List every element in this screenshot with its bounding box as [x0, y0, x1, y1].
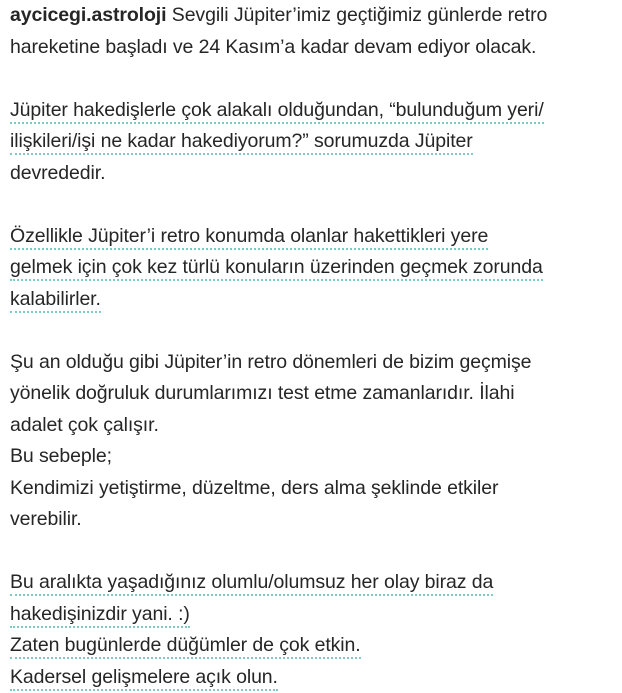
caption-line	[10, 662, 615, 693]
caption-line	[10, 95, 615, 127]
caption-line: Kendimizi yetiştirme, düzeltme, ders alma şeklinde etkiler	[10, 473, 615, 505]
caption-line	[10, 126, 615, 158]
caption-text: Zaten bugünlerde düğümler de çok etkin.	[10, 634, 361, 659]
caption-text: Jüpiter hakedişlerle çok alakalı olduğundan, “bulunduğum yeri/	[10, 99, 544, 124]
paragraph-gap	[10, 63, 615, 95]
caption-text: Kadersel gelişmelere açık olun.	[10, 666, 278, 691]
caption-line	[10, 567, 615, 599]
paragraph-gap	[10, 189, 615, 221]
caption-line	[10, 599, 615, 631]
caption-text: Bu aralıkta yaşadığınız olumlu/olumsuz her olay biraz da	[10, 571, 493, 596]
paragraph-gap	[10, 315, 615, 347]
caption-text: Sevgili Jüpiter’imiz geçtiğimiz günlerde retro	[172, 4, 547, 26]
caption-line: Bu sebeple;	[10, 441, 615, 473]
caption-text: hakedişinizdir yani. :)	[10, 603, 190, 628]
caption-text: ilişkileri/işi ne kadar hakediyorum?” sorumuzda Jüpiter	[10, 130, 473, 155]
username-link[interactable]: aycicegi.astroloji	[10, 4, 166, 26]
post-caption	[10, 0, 615, 693]
caption-line: devrededir.	[10, 158, 615, 190]
caption-line	[10, 0, 615, 32]
caption-line	[10, 252, 615, 284]
caption-text: gelmek için çok kez türlü konuların üzerinden geçmek zorunda	[10, 256, 543, 281]
caption-line: adalet çok çalışır.	[10, 410, 615, 442]
caption-line: yönelik doğruluk durumlarımızı test etme zamanlarıdır. İlahi	[10, 378, 615, 410]
paragraph-gap	[10, 536, 615, 568]
caption-line: Şu an olduğu gibi Jüpiter’in retro dönemleri de bizim geçmişe	[10, 347, 615, 379]
caption-line	[10, 221, 615, 253]
caption-text: kalabilirler.	[10, 288, 101, 313]
caption-text: Özellikle Jüpiter’i retro konumda olanlar hakettikleri yere	[10, 225, 488, 250]
caption-line: verebilir.	[10, 504, 615, 536]
caption-line	[10, 284, 615, 316]
caption-line: hareketine başladı ve 24 Kasım’a kadar devam ediyor olacak.	[10, 32, 615, 64]
